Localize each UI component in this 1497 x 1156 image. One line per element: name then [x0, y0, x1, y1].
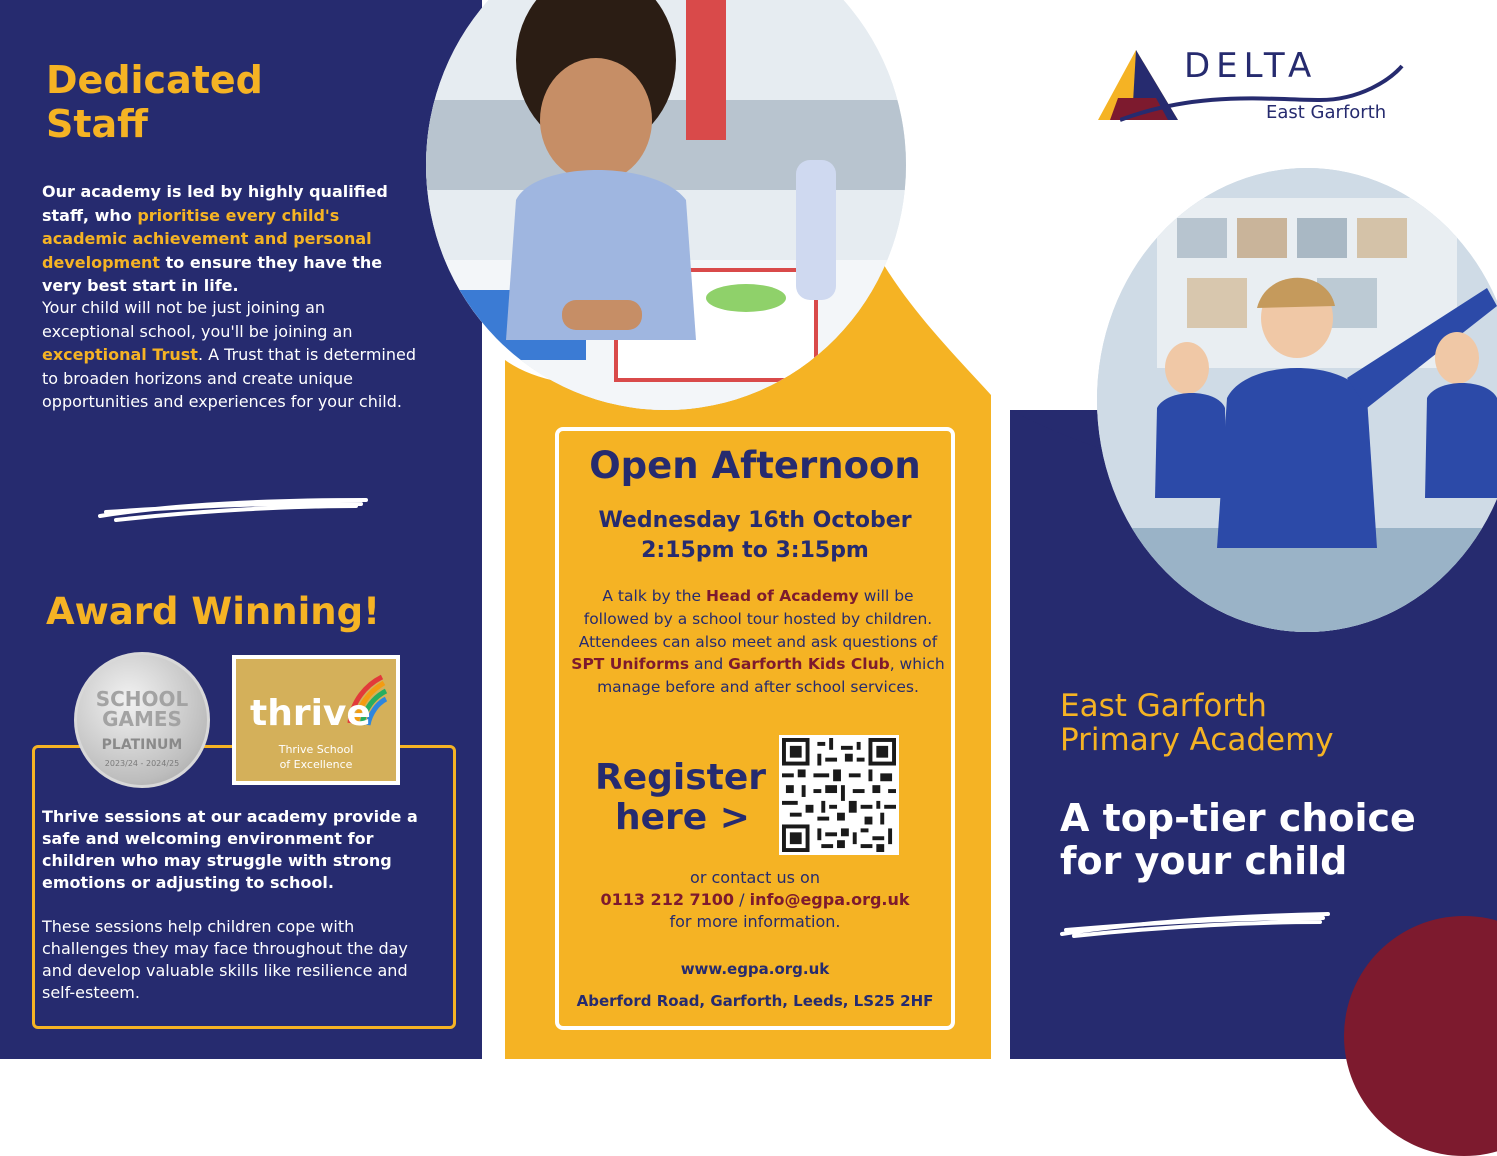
open-afternoon-heading: Open Afternoon: [589, 444, 921, 487]
website-link[interactable]: www.egpa.org.uk: [680, 960, 830, 978]
delta-logo-wordmark: DELTA: [1184, 46, 1318, 86]
contact-intro: or contact us on: [690, 868, 820, 887]
games-badge-title: SCHOOL GAMES: [95, 687, 189, 731]
thrive-paragraph-2: These sessions help children cope with challenges they may face throughout the day and develop valuable skills like resilience and self-esteem.: [42, 917, 408, 1002]
email-link[interactable]: info@egpa.org.uk: [749, 890, 910, 909]
award-winning-heading: Award Winning!: [46, 590, 380, 633]
qr-code-icon: [782, 738, 896, 852]
academy-name-line2: Primary Academy: [1060, 722, 1334, 758]
p1-text-a: Our academy is led by highly qualified staff, who: [42, 182, 388, 225]
desc-text-7: , which manage before and after school services.: [597, 655, 945, 697]
desc-garforth-kids-club: Garforth Kids Club: [728, 655, 890, 674]
phone-link[interactable]: 0113 212 7100: [600, 890, 735, 909]
register-heading-line2[interactable]: here >: [615, 797, 750, 838]
event-description: [568, 585, 948, 699]
desc-text-5: and: [689, 655, 729, 674]
p1-text-c: to ensure they have the very best start in life.: [42, 252, 383, 295]
desc-text-3: will be followed by a school tour hosted by children. Attendees can also meet and ask questions of: [578, 587, 938, 651]
thrive-sub-line-1: Thrive School: [278, 743, 354, 756]
desc-head-of-academy: Head of Academy: [706, 587, 859, 605]
boy-pointing-photo: [1097, 168, 1497, 632]
brush-stroke-divider-right: [1058, 906, 1333, 940]
dedicated-staff-heading: Dedicated Staff: [46, 58, 263, 146]
delta-logo-subtitle: East Garforth: [1266, 102, 1387, 123]
p2-highlight: exceptional Trust: [42, 345, 198, 364]
p2-text-a: Your child will not be just joining an exceptional school, you'll be joining an: [42, 298, 353, 341]
thrive-sub-line-2: of Excellence: [279, 758, 353, 771]
thrive-wordmark: thrive: [250, 693, 371, 734]
academy-name-line1: East Garforth: [1060, 688, 1267, 724]
event-date: Wednesday 16th October: [598, 508, 912, 533]
event-time: 2:15pm to 3:15pm: [641, 538, 869, 563]
contact-separator: /: [734, 890, 750, 909]
contact-outro: for more information.: [669, 912, 841, 931]
games-badge-years: 2023/24 - 2024/25: [104, 759, 180, 768]
tagline-heading: A top-tier choice for your child: [1060, 796, 1416, 883]
games-badge-level: PLATINUM: [101, 737, 183, 753]
desc-spt-uniforms: SPT Uniforms: [571, 655, 690, 674]
school-address: Aberford Road, Garforth, Leeds, LS25 2HF: [576, 992, 934, 1010]
thrive-paragraph-1: Thrive sessions at our academy provide a safe and welcoming environment for children who may struggle with strong emotions or adjusting to school.: [42, 807, 418, 892]
classroom-boy-illustration: [1097, 168, 1497, 632]
p2-text-c: . A Trust that is determined to broaden horizons and create unique opportunities and experiences for your child.: [42, 345, 417, 411]
p1-highlight: prioritise every child's academic achievement and personal development: [42, 205, 372, 272]
desc-text-1: A talk by the: [602, 587, 707, 605]
contact-details: [555, 890, 955, 909]
register-heading-line1[interactable]: Register: [595, 757, 767, 798]
register-qr-code[interactable]: [779, 735, 899, 855]
